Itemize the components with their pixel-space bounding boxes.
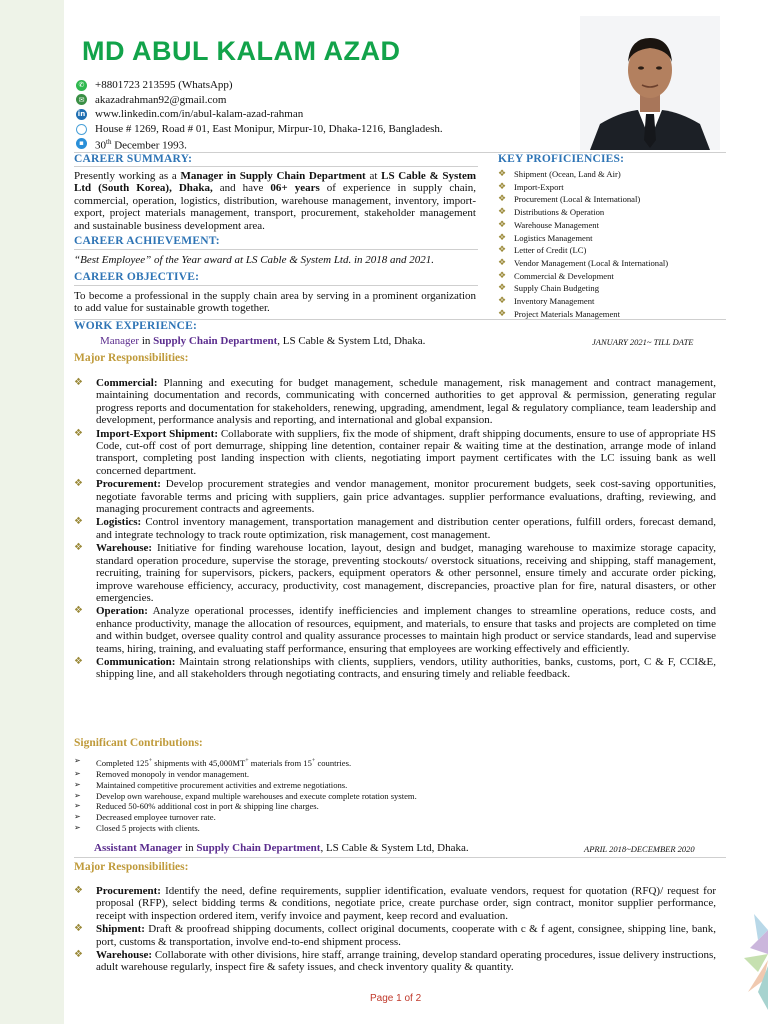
arrow-bullet-icon: ➢: [74, 801, 81, 811]
list-item: ❖ Warehouse: Collaborate with other divisions, hire staff, arrange training, develop standard operating procedures, issue delivery instructions, adult warehouse regularly, inspect fire & safety issues, and check inventory quality & quantity.: [74, 949, 716, 974]
location-icon: [76, 124, 87, 135]
list-item: ❖ Procurement: Identify the need, define requirements, supplier identification, evaluate vendors, request for quotation (RFQ)/ request for proposal (RFP), select bidding terms & conditions, negotiate price, create purchase order, sign contract, monitor supplier performance, receipt with inspection ordered item, verify invoice and payment, keep record and evaluation.: [74, 885, 716, 922]
list-item: ❖ Import-Export Shipment: Collaborate with suppliers, fix the mode of shipment, draft shipping documents, ensure to use of appropriate HS Code, cut-off cost of port demurrage, shipping line detention, container repair & waiting time at the destination, arrange mode of inland transport, completing post landing inspection with clients, negotiating import payment certificates with the LC issuing bank as well concerned department.: [74, 427, 716, 477]
list-item: ❖ Logistics Management: [498, 232, 593, 243]
diamond-bullet-icon: ❖: [498, 169, 507, 179]
job2-divider: [74, 857, 726, 858]
career-achievement-title: CAREER ACHIEVEMENT:: [74, 235, 220, 247]
page-number: Page 1 of 2: [370, 993, 422, 1004]
diamond-bullet-icon: ❖: [498, 194, 507, 205]
job2-responsibilities-list: [74, 885, 716, 975]
job2-responsibilities-title: Major Responsibilities:: [74, 861, 189, 873]
contact-linkedin: [76, 107, 443, 122]
job1-date: JANUARY 2021~ TILL DATE: [592, 337, 694, 347]
diamond-bullet-icon: ❖: [74, 885, 83, 896]
candidate-name: MD ABUL KALAM AZAD: [82, 36, 401, 66]
job1-contributions-list: [74, 756, 674, 834]
diamond-bullet-icon: ❖: [74, 542, 83, 554]
list-item: ❖ Commercial & Development: [498, 270, 614, 281]
career-objective-underline: [74, 285, 478, 286]
list-item: ❖ Letter of Credit (LC): [498, 245, 587, 256]
birthday-icon: ▪: [76, 138, 87, 149]
contact-block: [76, 78, 443, 151]
diamond-bullet-icon: ❖: [74, 377, 83, 388]
job1-heading: Manager in Supply Chain Department, LS Cable & System Ltd, Dhaka.: [100, 335, 426, 347]
diamond-bullet-icon: ❖: [74, 427, 83, 439]
resume-page: [64, 0, 768, 1024]
list-item: ❖ Procurement: Develop procurement strategies and vendor management, monitor procurement budgets, seek cost-saving opportunities, negotiate favorable terms and pricing with suppliers, gain price advantages. supplier performance evaluations, drafting, reviewing, and managing procurement contracts and agreements.: [74, 478, 716, 516]
arrow-bullet-icon: ➢: [74, 812, 81, 822]
arrow-bullet-icon: ➢: [74, 768, 81, 778]
diamond-bullet-icon: ❖: [498, 245, 507, 256]
diamond-bullet-icon: ❖: [498, 232, 507, 243]
list-item: ❖ Communication: Maintain strong relationships with clients, suppliers, vendors, utility authorities, banks, customs, port, C & F, CCI&E, shipping line, and all stakeholders through negotiating contracts, and ensuring timely and reliable feedback.: [74, 655, 716, 681]
contact-email: [76, 93, 443, 108]
key-proficiencies-list: [498, 168, 728, 320]
left-margin-strip: [0, 0, 64, 1024]
list-item: ❖ Shipment: Draft & proofread shipping documents, collect original documents, cooperate with c & f agent, consignee, shipping line, bank, port, customs & transportation, involve end-to-end shipment process.: [74, 923, 716, 948]
list-item: ➢ Closed 5 projects with clients.: [74, 823, 200, 834]
email-icon: ✉: [76, 94, 87, 105]
list-item: ➢ Maintained competitive procurement activities and extreme negotiations.: [74, 779, 348, 790]
list-item: ❖ Import-Export: [498, 181, 564, 192]
diamond-bullet-icon: ❖: [74, 605, 83, 617]
contact-linkedin-text[interactable]: www.linkedin.com/in/abul-kalam-azad-rahman: [95, 108, 304, 121]
diamond-bullet-icon: ❖: [498, 219, 507, 230]
key-proficiencies-title: KEY PROFICIENCIES:: [498, 153, 625, 165]
list-item: ➢ Completed 125+ shipments with 45,000MT+ materials from 15+ countries.: [74, 756, 352, 768]
list-item: ❖ Supply Chain Budgeting: [498, 283, 599, 294]
contact-birthday-text: 30th December 1993.: [95, 137, 187, 152]
diamond-bullet-icon: ❖: [498, 296, 507, 307]
career-summary-text: Presently working as a Manager in Supply Chain Department at LS Cable & System Ltd (South Korea), Dhaka, and have 06+ years of experience in supply chain, commercial, operation, logistics, distribution, warehouse management, inventory, import-export, project materials management, transport, procurement, stakeholder management and sustainable business development area.: [74, 170, 476, 232]
contact-email-text[interactable]: akazadrahman92@gmail.com: [95, 93, 227, 106]
list-item: ❖ Commercial: Planning and executing for budget management, schedule management, risk management and contract management, maintaining documentation and records, communicating with concerned authorities to get approval & permission, generating regular progress reports and documentation for stakeholders, renewing, upgrading, amendment, legal & regulatory compliance, team leadership and development, performance analysis and reporting, and international and global expansion.: [74, 377, 716, 427]
list-item: ➢ Removed monopoly in vendor management.: [74, 768, 249, 779]
list-item: ❖ Procurement (Local & International): [498, 194, 641, 205]
linkedin-icon: in: [77, 110, 86, 119]
diamond-bullet-icon: ❖: [74, 655, 83, 667]
job1-contributions-title: Significant Contributions:: [74, 737, 203, 749]
contact-phone: [76, 78, 443, 93]
list-item: ➢ Develop own warehouse, expand multiple warehouses and execute complete rotation system.: [74, 790, 417, 801]
list-item: ❖ Inventory Management: [498, 296, 595, 307]
diamond-bullet-icon: ❖: [498, 270, 507, 281]
diamond-bullet-icon: ❖: [74, 923, 83, 935]
arrow-bullet-icon: ➢: [74, 790, 81, 800]
profile-photo: [580, 16, 720, 150]
list-item: ❖ Warehouse: Initiative for finding warehouse location, layout, design and budget, managing warehouse to maximize storage capacity, standard operation procedure, supervise the storage, preventing stockouts/ overstock situations, receiving and shipping, staff management, recruiting, training for supervisors, pickers, packers, equipment operators & other personnel, ensure timely and accurate order picking, improve warehouse efficiency, accuracy, productivity, cost management, discrepancies, proactive plan for fire, natural disasters, or other emergencies.: [74, 542, 716, 604]
list-item: ❖ Distributions & Operation: [498, 207, 605, 218]
diamond-bullet-icon: ❖: [74, 949, 83, 961]
list-item: ❖ Shipment (Ocean, Land & Air): [498, 169, 621, 179]
contact-address-text: House # 1269, Road # 01, East Monipur, Mirpur-10, Dhaka-1216, Bangladesh.: [95, 122, 443, 135]
contact-phone-text: +8801723 213595 (WhatsApp): [95, 79, 233, 91]
diamond-bullet-icon: ❖: [498, 181, 507, 192]
career-summary-title: CAREER SUMMARY:: [74, 153, 193, 165]
list-item: ❖ Vendor Management (Local & International): [498, 257, 669, 268]
list-item: ❖ Operation: Analyze operational processes, identify inefficiencies and implement changes to streamline operations, reduce costs, and enhance productivity, manage the allocation of resources, equipment, and materials, to ensure that tasks and projects are completed on time and within budget, oversee quality control and quality assurance processes to maintain high product or service standards, lead and supervise teams, hiring, training, and evaluating staff performance, ensuring that employees are working effectively and efficiently.: [74, 605, 716, 655]
list-item: ➢ Reduced 50-60% additional cost in port & shipping line charges.: [74, 801, 319, 812]
arrow-bullet-icon: ➢: [74, 779, 81, 789]
diamond-bullet-icon: ❖: [74, 478, 83, 490]
arrow-bullet-icon: ➢: [74, 756, 81, 765]
contact-birthday: [76, 136, 443, 151]
job1-responsibilities-title: Major Responsibilities:: [74, 352, 189, 364]
career-objective-title: CAREER OBJECTIVE:: [74, 271, 200, 283]
diamond-bullet-icon: ❖: [498, 308, 507, 319]
career-achievement-underline: [74, 249, 478, 250]
diamond-bullet-icon: ❖: [498, 257, 507, 268]
diamond-bullet-icon: ❖: [498, 283, 507, 294]
list-item: ➢ Decreased employee turnover rate.: [74, 812, 216, 823]
diamond-bullet-icon: ❖: [74, 516, 83, 528]
decorative-star-graphic: [728, 900, 768, 1018]
portrait-illustration: [580, 16, 720, 150]
work-experience-title: WORK EXPERIENCE:: [74, 320, 198, 332]
job1-responsibilities-list: [74, 377, 716, 682]
list-item: ❖ Warehouse Management: [498, 219, 599, 230]
diamond-bullet-icon: ❖: [498, 207, 507, 218]
career-summary-underline: [74, 166, 478, 167]
list-item: ❖ Logistics: Control inventory management, transportation management and distribution center operations, fulfill orders, forecast demand, and integrate technology to track route optimization, risk management, cost management.: [74, 516, 716, 541]
job2-heading: Assistant Manager in Supply Chain Department, LS Cable & System Ltd, Dhaka.: [94, 842, 469, 854]
career-achievement-text: “Best Employee” of the Year award at LS Cable & System Ltd. in 2018 and 2021.: [74, 254, 435, 266]
arrow-bullet-icon: ➢: [74, 823, 81, 833]
list-item: ❖ Project Materials Management: [498, 308, 620, 319]
career-objective-text: To become a professional in the supply chain area by serving in a prominent organization to add value for sustainable growth together.: [74, 290, 476, 315]
whatsapp-icon: ✆: [76, 80, 87, 91]
job2-date: APRIL 2018~DECEMBER 2020: [584, 844, 695, 854]
